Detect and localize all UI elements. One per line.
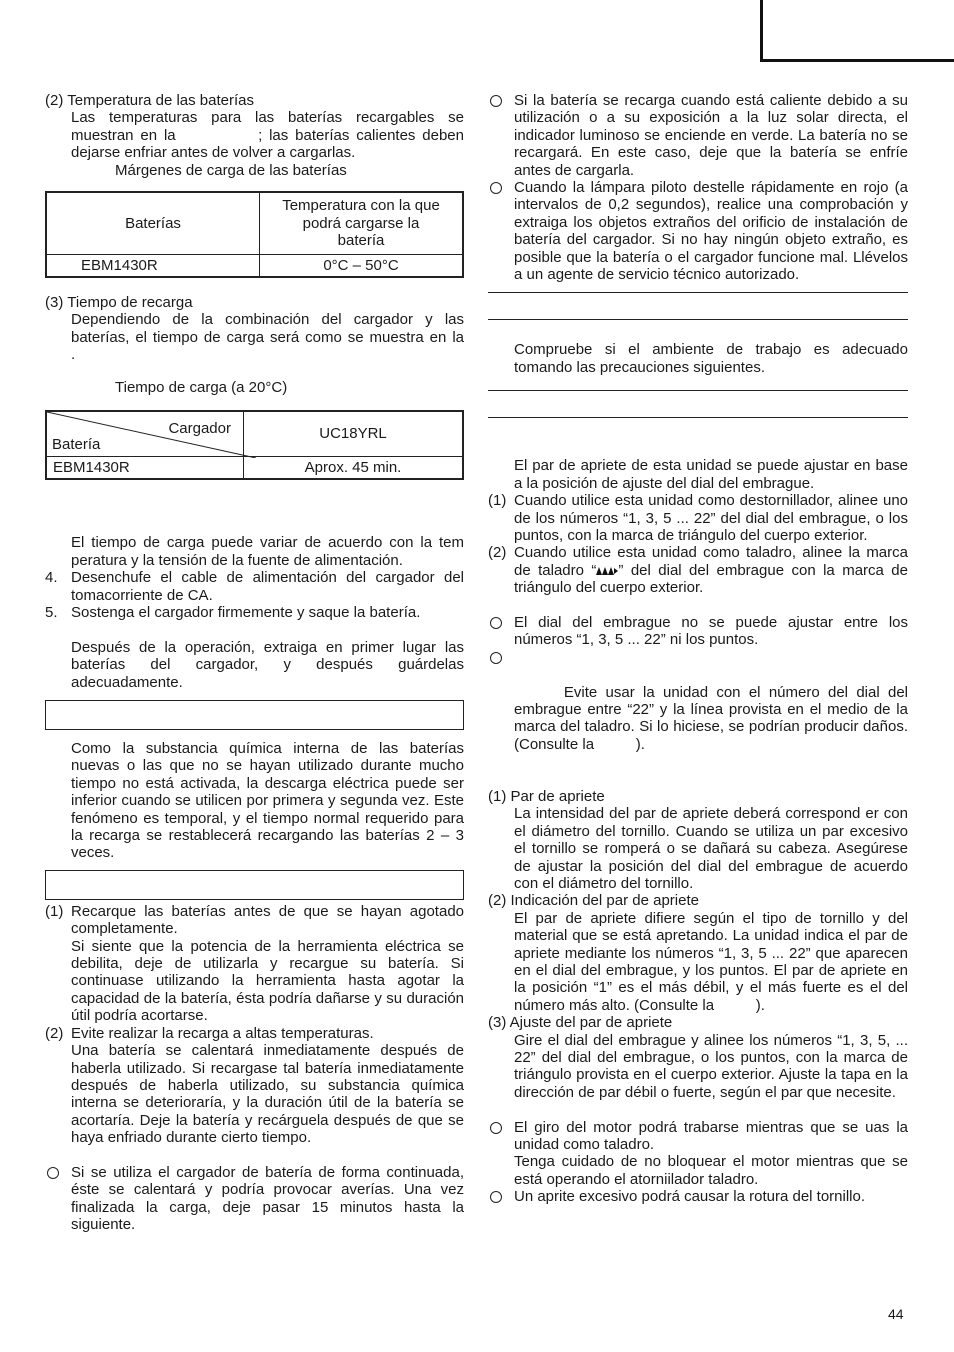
circle-bullet-icon [490,1122,502,1134]
bullet-avoid-range [488,649,913,771]
charge-temperature-table [45,191,464,278]
bullet-motor-lock-text-b: Tenga cuidado de no bloquear el motor mientras que se está operando el atorniilador taladro. [514,1153,908,1188]
charge-time-note: El tiempo de carga puede variar de acuerdo con la tem peratura y la tensión de la fuente de alimentación. [71,534,464,569]
charge-time-table [45,410,464,480]
table1-header-temperature: Temperatura con la que podrá cargarse la batería [260,192,464,254]
bullet-motor-lock-text-a: El giro del motor podrá trabarse mientras que se uas la unidad como taladro. [514,1118,908,1154]
heading-box-discharge [45,700,464,730]
battery-life-item-1 [45,903,464,1025]
circle-bullet-icon [490,182,502,194]
table2-cell-time: Aprox. 45 min. [244,456,464,479]
circle-bullet-icon [490,1191,502,1203]
heading-box-battery-life [45,870,464,900]
step-4-number: 4. [45,569,58,587]
table2-cell-battery: EBM1430R [46,456,244,479]
table2-caption: Tiempo de carga (a 20°C) [115,378,288,396]
bullet-avoid-range-text: Evite usar la unidad con el número del dial del embrague entre “22” y la línea provista en el medio de la marca del taladro. Si lo hiciese, se podrían producir daños. (Consulte la ). [514,683,913,753]
bullet-continuous-charging [45,1164,464,1234]
table1-cell-battery: EBM1430R [46,254,260,277]
step-5-number: 5. [45,604,58,621]
right-column [488,92,913,1206]
discharge-note: Como la substancia química interna de las baterías nuevas o las que no se hayan utilizado durante mucho tiempo no está activada, la descarga eléctrica puede ser inferior cuando se utilicen por primera y segunda vez. Este fenómeno es temporal, y el tiempo normal requerido para la recarga se restablecerá recargando las baterías 2 – 3 veces. [71,740,464,862]
bullet-pilot-lamp-text: Cuando la lámpara piloto destelle rápidamente en rojo (a intervalos de 0,2 segundos), realice una comprobación y extraiga los objetos extraños del orificio de instalación de batería del cargador. Si no hay ningún objeto extraño, es posible que la batería o el cargador funcione mal. Llévelos a un agente de servicio técnico autorizado. [514,179,908,284]
page-number: 44 [888,1306,904,1322]
section-battery-temperature-body: Las temperaturas para las baterías recargables se muestran en la ; las baterías calientes deben dejarse enfriar antes de volver a cargarlas. [71,109,469,162]
torque-subsection-1-title: (1) Par de apriete [488,787,605,805]
torque-subsection-3-title: (3) Ajuste del par de apriete [488,1014,673,1032]
table2-diagonal-header [46,411,244,457]
corner-tab [760,0,954,62]
battery-life-item-2-number: (2) [45,1024,64,1042]
step-5-text: Sostenga el cargador firmemente y saque la batería. [71,604,421,621]
torque-item-1-text: Cuando utilice esta unidad como destornillador, alinee uno de los números “1, 3, 5 ... 22” del dial del embrague, o los puntos, con la marca de triángulo del cuerpo exterior. [514,492,908,544]
torque-item-2-number: (2) [488,544,507,562]
section-battery-temperature-title: (2) Temperatura de las baterías [45,92,254,109]
torque-item-2 [488,544,908,596]
bullet-excess-torque [488,1188,908,1205]
torque-subsection-2-title: (2) Indicación del par de apriete [488,892,699,910]
bullet-motor-lock [488,1119,908,1189]
bullet-continuous-charging-text: Si se utiliza el cargador de batería de forma continuada, éste se calentará y podría provocar averías. Una vez finalizada la carga, deje pasar 15 minutos hasta la siguiente. [71,1163,464,1234]
step-4 [45,569,464,604]
table1-cell-range: 0°C – 50°C [260,254,464,277]
step-5 [45,604,464,621]
torque-item-2-text-a: Cuando utilice esta unidad como taladro, alinee la marca de taladro “ [514,544,908,579]
bullet-clutch-dial-text: El dial del embrague no se puede ajustar entre los números “1, 3, 5 ... 22” ni los puntos. [514,613,908,649]
torque-item-1-number: (1) [488,492,507,510]
table2-header-charger: Cargador [168,419,231,437]
circle-bullet-icon [490,95,502,107]
work-environment-note: Compruebe si el ambiente de trabajo es adecuado tomando las precauciones siguientes. [514,341,908,376]
table2-header-battery: Batería [52,435,101,453]
battery-life-item-1-number: (1) [45,902,64,920]
bullet-excess-torque-text: Un aprite excesivo podrá causar la rotura del tornillo. [514,1188,866,1206]
table1-caption: Márgenes de carga de las baterías [115,161,347,179]
battery-life-item-1-body: Si siente que la potencia de la herramienta eléctrica se debilita, deje de utilizarla y recargue su batería. Si continuase utilizando la herramienta hasta agotar la capacidad de la batería, ésta podría dañarse y su duración útil podría acortarse. [71,937,464,1025]
table1-header-batteries: Baterías [46,192,260,254]
circle-bullet-icon [47,1167,59,1179]
torque-subsection-3-body: Gire el dial del embrague y alinee los números “1, 3, 5, ... 22” del dial del embrague, o los puntos, con la marca de triángulo provista en el cuerpo exterior. Ajuste la tapa en la dirección de par débil o fuerte, según el par que necesite. [514,1031,908,1101]
bullet-clutch-dial [488,614,908,649]
circle-bullet-icon [490,652,502,664]
battery-life-item-2-title: Evite realizar la recarga a altas temperaturas. [71,1024,374,1042]
bullet-pilot-lamp [488,179,908,283]
battery-life-item-1-title: Recarque las baterías antes de que se hayan agotado completamente. [71,902,464,938]
table2-header-model: UC18YRL [244,411,464,457]
section-charge-time-body: Dependiendo de la combinación del cargador y las baterías, el tiempo de carga será como se muestra en la . [71,311,510,364]
torque-subsection-2-body: El par de apriete difiere según el tipo de tornillo y del material que se está apretando. La unidad indica el par de apriete mediante los números “1, 3, 5 ... 22” que aparecen en el dial del embrague, y los puntos. El par de apriete en la posición “1” es el más débil, y el más fuerte es el del número más alto. (Consulte la ). [514,909,913,1014]
bullet-hot-battery-text: Si la batería se recarga cuando está caliente debido a su utilización o a su exposición a la luz solar directa, el indicador luminoso se enciende en verde. La batería no se recargará. En este caso, deje que la batería se enfríe antes de cargarla. [514,92,908,179]
section-charge-time-title: (3) Tiempo de recarga [45,293,193,311]
battery-life-item-2-body: Una batería se calentará inmediatamente después de haberla utilizado. Si recargase tal batería inmediatamente después de haberla utilizado, su substancia química interna se deterioraría, y la duración útil de la batería se acortaría. Deje la batería y recárguela después de que se haya enfriado durante cierto tiempo. [71,1042,464,1147]
battery-life-item-2 [45,1025,464,1147]
after-operation-note: Después de la operación, extraiga en primer lugar las baterías del cargador, y después guárdelas adecuadamente. [71,638,464,691]
torque-intro: El par de apriete de esta unidad se puede ajustar en base a la posición de ajuste del dial del embrague. [514,457,908,492]
circle-bullet-icon [490,617,502,629]
drill-mark-icon [596,566,618,576]
step-4-text: Desenchufe el cable de alimentación del cargador del tomacorriente de CA. [71,569,464,604]
torque-item-1 [488,492,908,544]
torque-item-2-text-b: ” del dial del embrague con la marca de triángulo del cuerpo exterior. [514,561,908,597]
left-column [45,92,510,1234]
bullet-hot-battery [488,92,908,179]
torque-subsection-1-body: La intensidad del par de apriete deberá correspond er con el diámetro del tornillo. Cuando se utiliza un par excesivo el tornillo se romperá o se dañará su cabeza. Asegúrese de ajustar la posición del dial del embrague de acuerdo con el diámetro del tornillo. [514,805,908,892]
